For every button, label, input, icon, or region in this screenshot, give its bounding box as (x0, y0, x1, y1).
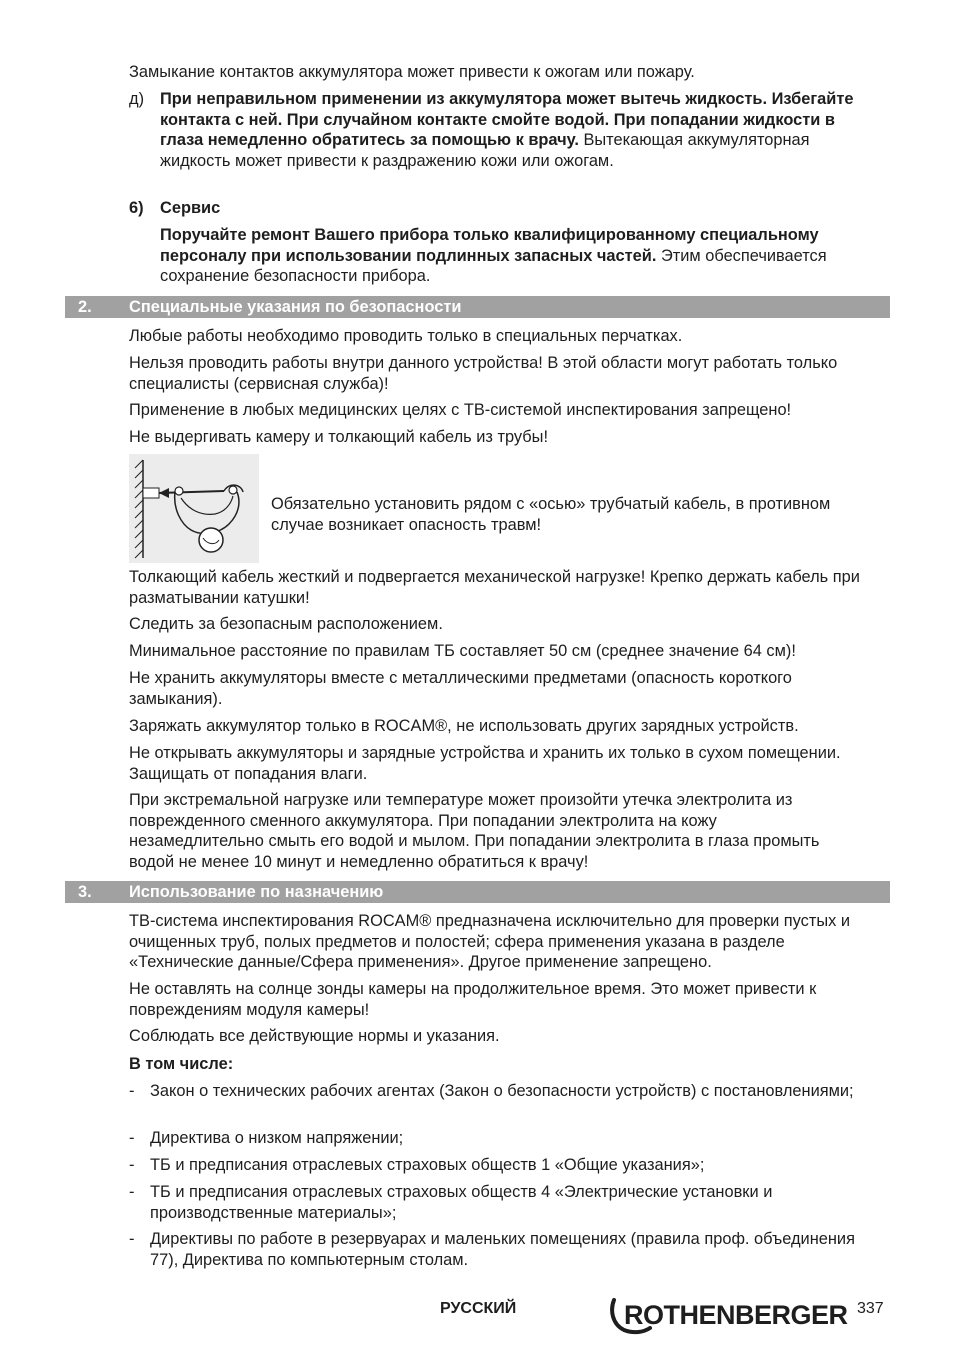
service-bold-text: Поручайте ремонт Вашего прибора только квалифицированному специальному персоналу при использовании подлинных запасных частей. (160, 226, 819, 265)
list-dash: - (129, 1129, 135, 1147)
service-text (160, 225, 880, 287)
footer-language: РУССКИЙ (440, 1300, 517, 1317)
paragraph: ТВ-система инспектирования ROCAM® предназначена исключительно для проверки пустых и очищенных труб, полых предметов и полостей; сфера применения указана в разделе «Технические данные/Сфера применения». Другое применение запрещено. (129, 912, 851, 971)
section-title: Использование по назначению (129, 883, 384, 901)
list-item-text: Директива о низком напряжении; (150, 1129, 404, 1147)
service-title: Сервис (160, 199, 221, 217)
paragraph: Замыкание контактов аккумулятора может привести к ожогам или пожару. (129, 63, 695, 81)
figure-caption: Обязательно установить рядом с «осью» трубчатый кабель, в противном случае возникает опасность травм! (271, 495, 831, 534)
paragraph: Заряжать аккумулятор только в ROCAM®, не использовать других зарядных устройств. (129, 717, 799, 735)
section-title: Специальные указания по безопасности (129, 298, 462, 316)
list-marker: 6) (129, 199, 144, 217)
paragraph: Не оставлять на солнце зонды камеры на продолжительное время. Это может привести к повреждениям модуля камеры! (129, 980, 817, 1019)
warning-bold-text: При неправильном применении из аккумулятора может вытечь жидкость. Избегайте контакта с ней. При случайном контакте смойте водой. При попадании жидкости в глаза немедленно обратитесь за помощью к врачу. (160, 90, 854, 149)
list-item-text: Закон о технических рабочих агентах (Закон о безопасности устройств) с постановлениями; (150, 1082, 854, 1100)
list-dash: - (129, 1156, 135, 1174)
list-item-text: Директивы по работе в резервуарах и маленьких помещениях (правила проф. объединения 77), Директива по компьютерным столам. (150, 1230, 855, 1269)
list-marker: д) (129, 90, 145, 108)
brand-logo-icon (608, 1296, 854, 1336)
brand-name: ROTHENBERGER (624, 1300, 848, 1330)
paragraph: Следить за безопасным расположением. (129, 615, 443, 633)
rothenberger-logo (608, 1296, 854, 1336)
paragraph: Не открывать аккумуляторы и зарядные устройства и хранить их только в сухом помещении. Защищать от попадания влаги. (129, 744, 841, 783)
paragraph: Не хранить аккумуляторы вместе с металлическими предметами (опасность короткого замыкания). (129, 669, 792, 708)
list-dash: - (129, 1183, 135, 1201)
warning-item-d (160, 89, 880, 171)
service-normal-text: Этим обеспечивается сохранение безопасности прибора. (160, 246, 827, 285)
section-number: 3. (78, 883, 92, 901)
person-holding-cable-icon (129, 454, 259, 563)
subheading: В том числе: (129, 1055, 234, 1073)
section-number: 2. (78, 298, 92, 316)
list-item-text: ТБ и предписания отраслевых страховых обществ 1 «Общие указания»; (150, 1156, 705, 1174)
list-dash: - (129, 1082, 135, 1100)
list-item-text: ТБ и предписания отраслевых страховых обществ 4 «Электрические установки и производственные материалы»; (150, 1183, 773, 1222)
cable-safety-illustration (129, 454, 259, 563)
paragraph: При экстремальной нагрузке или температуре может произойти утечка электролита из поврежденного сменного аккумулятора. При попадании электролита на кожу незамедлительно смыть его водой и мылом. При попадании электролита в глаза промыть водой не менее 10 минут и немедленно обратиться к врачу! (129, 791, 820, 871)
paragraph: Нельзя проводить работы внутри данного устройства! В этой области могут работать только специалисты (сервисная служба)! (129, 354, 838, 393)
paragraph: Толкающий кабель жесткий и подвергается механической нагрузке! Крепко держать кабель при разматывании катушки! (129, 568, 860, 607)
section-header-3 (65, 881, 890, 903)
section-header-2 (65, 296, 890, 318)
paragraph: Соблюдать все действующие нормы и указания. (129, 1027, 500, 1045)
warning-normal-text: Вытекающая аккумуляторная жидкость может привести к раздражению кожи или ожогам. (160, 131, 810, 170)
paragraph: Минимальное расстояние по правилам ТБ составляет 50 см (среднее значение 64 см)! (129, 642, 796, 660)
list-dash: - (129, 1230, 135, 1248)
paragraph: Любые работы необходимо проводить только в специальных перчатках. (129, 327, 683, 345)
paragraph: Не выдергивать камеру и толкающий кабель из трубы! (129, 428, 549, 446)
paragraph: Применение в любых медицинских целях с ТВ-системой инспектирования запрещено! (129, 401, 792, 419)
page-number: 337 (857, 1300, 884, 1317)
